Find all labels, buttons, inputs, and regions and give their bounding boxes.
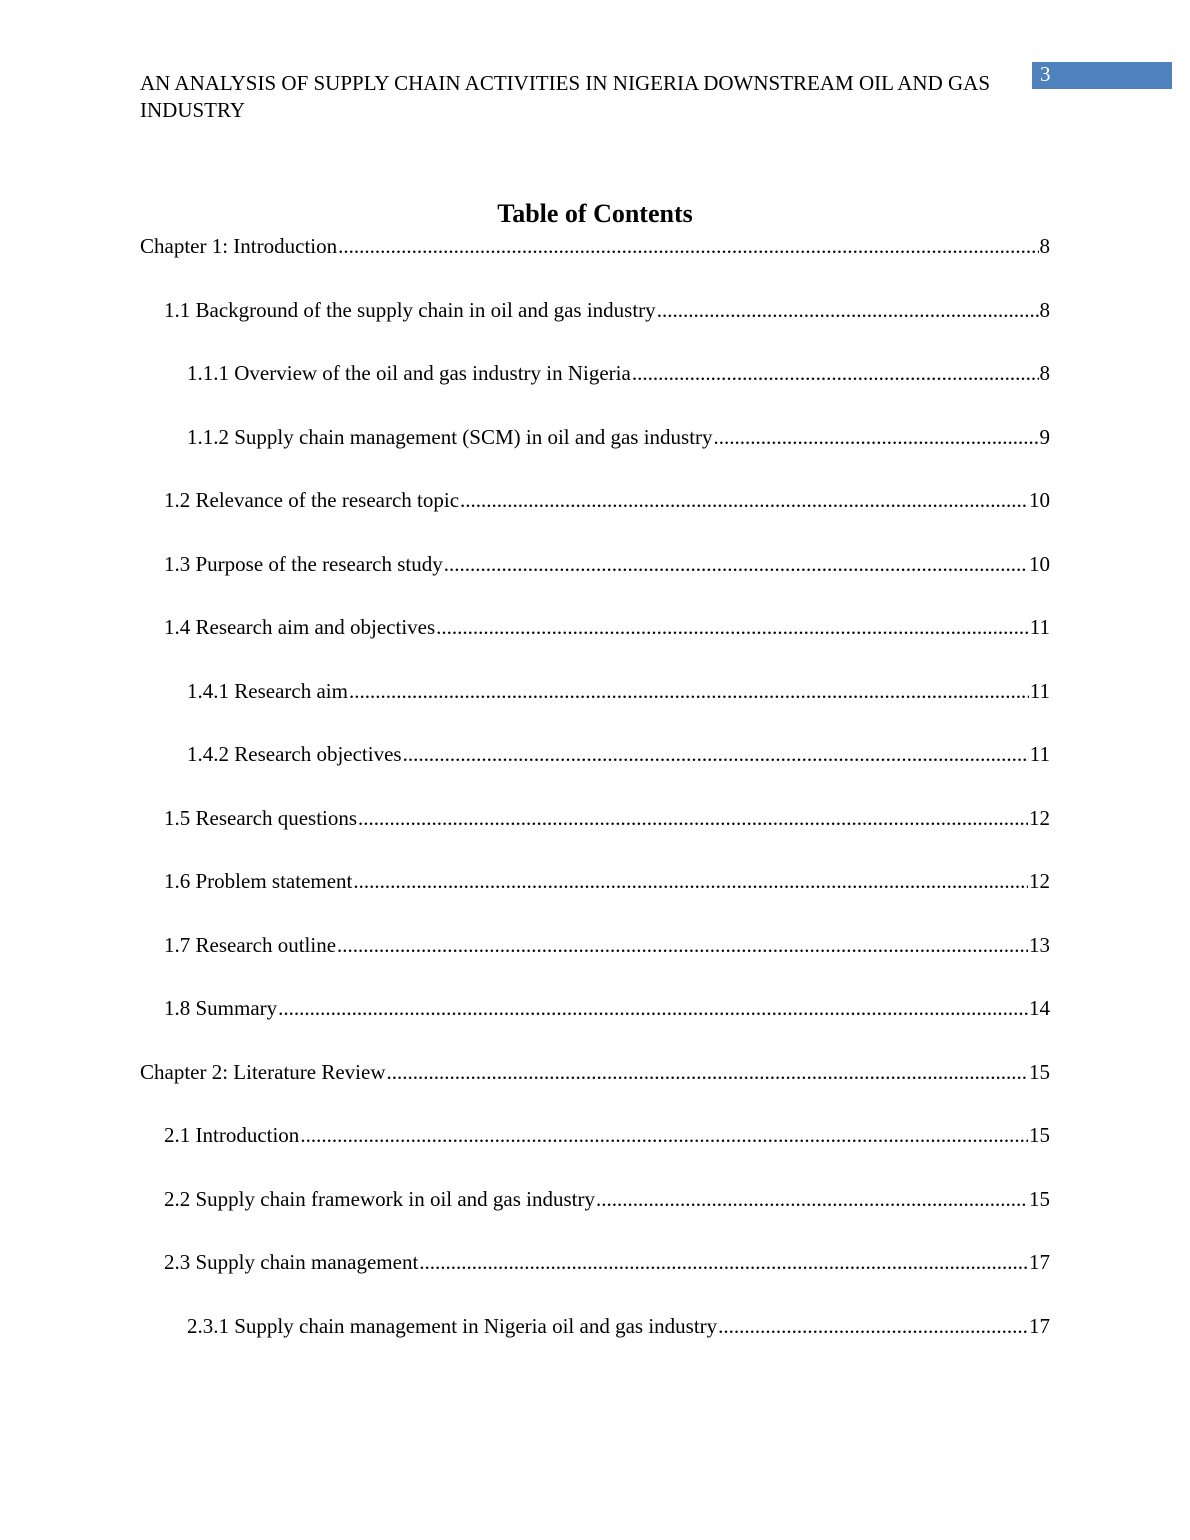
toc-entry-page-number: 15 <box>1029 1059 1050 1084</box>
toc-entry-label: 1.4 Research aim and objectives <box>164 615 436 639</box>
toc-entry-label: 1.4.2 Research objectives <box>187 742 402 766</box>
toc-dot-leader <box>338 232 1038 260</box>
toc-entry-page-number: 11 <box>1029 742 1050 766</box>
toc-entry[interactable] <box>140 359 1050 423</box>
toc-entry-label: Chapter 1: Introduction <box>140 234 338 258</box>
toc-entry-page-number: 14 <box>1029 996 1050 1020</box>
toc-dot-leader <box>419 1248 1028 1276</box>
toc-entry-label: 2.3 Supply chain management <box>164 1250 419 1274</box>
toc-entry[interactable] <box>140 1248 1050 1312</box>
toc-dot-leader <box>657 296 1039 324</box>
toc-entry-page-number: 17 <box>1029 1250 1050 1274</box>
toc-dot-leader <box>358 804 1028 832</box>
toc-entry-label: 2.3.1 Supply chain management in Nigeria oil and gas industry <box>187 1313 718 1338</box>
toc-entry-label: Chapter 2: Literature Review <box>140 1059 386 1084</box>
toc-entry-label: 2.1 Introduction <box>164 1123 300 1147</box>
toc-dot-leader <box>444 550 1028 578</box>
toc-entry[interactable] <box>140 931 1050 995</box>
toc-dot-leader <box>718 1312 1028 1340</box>
toc-dot-leader <box>403 740 1029 768</box>
toc-entry-page-number: 11 <box>1029 678 1050 703</box>
toc-dot-leader <box>349 677 1029 705</box>
toc-entry-page-number: 12 <box>1029 869 1050 893</box>
toc-entry[interactable] <box>140 613 1050 677</box>
toc-entry[interactable] <box>140 994 1050 1058</box>
toc-dot-leader <box>387 1058 1029 1086</box>
toc-dot-leader <box>300 1121 1028 1149</box>
toc-entry[interactable] <box>140 1121 1050 1185</box>
toc-dot-leader <box>596 1185 1028 1213</box>
toc-entry[interactable] <box>140 677 1050 741</box>
toc-entry-label: 1.3 Purpose of the research study <box>164 551 443 576</box>
toc-entry[interactable] <box>140 296 1050 360</box>
toc-dot-leader <box>337 931 1028 959</box>
toc-entry-page-number: 15 <box>1029 1186 1050 1211</box>
toc-entry-label: 1.1 Background of the supply chain in oil and gas industry <box>164 297 656 322</box>
toc-entry[interactable] <box>140 1058 1050 1122</box>
toc-entry-page-number: 8 <box>1039 297 1050 322</box>
toc-entry-page-number: 13 <box>1029 932 1050 957</box>
toc-entry[interactable] <box>140 550 1050 614</box>
toc-entry-page-number: 8 <box>1039 361 1050 385</box>
toc-title: Table of Contents <box>497 199 693 228</box>
toc-list <box>140 232 1050 1375</box>
toc-entry-page-number: 11 <box>1029 615 1050 639</box>
toc-entry-page-number: 12 <box>1029 805 1050 830</box>
toc-entry-page-number: 17 <box>1029 1313 1050 1338</box>
toc-entry-label: 1.4.1 Research aim <box>187 678 348 703</box>
toc-entry-page-number: 8 <box>1039 234 1050 258</box>
running-header: AN ANALYSIS OF SUPPLY CHAIN ACTIVITIES IN NIGERIA DOWNSTREAM OIL AND GAS INDUSTRY <box>140 71 991 122</box>
toc-entry-label: 1.1.2 Supply chain management (SCM) in oil and gas industry <box>187 424 713 449</box>
toc-entry[interactable] <box>140 1185 1050 1249</box>
toc-entry[interactable] <box>140 486 1050 550</box>
toc-entry-label: 1.1.1 Overview of the oil and gas industry in Nigeria <box>187 361 631 385</box>
toc-dot-leader <box>714 423 1039 451</box>
toc-entry[interactable] <box>140 1312 1050 1376</box>
toc-entry[interactable] <box>140 740 1050 804</box>
toc-entry-label: 2.2 Supply chain framework in oil and gas industry <box>164 1186 596 1211</box>
page-number: 3 <box>1040 62 1051 86</box>
toc-entry-label: 1.8 Summary <box>164 996 278 1020</box>
toc-dot-leader <box>436 613 1029 641</box>
toc-entry-label: 1.6 Problem statement <box>164 869 353 893</box>
toc-entry-label: 1.5 Research questions <box>164 805 358 830</box>
toc-entry-label: 1.2 Relevance of the research topic <box>164 488 460 512</box>
toc-entry-page-number: 9 <box>1039 424 1050 449</box>
toc-entry[interactable] <box>140 804 1050 868</box>
toc-entry[interactable] <box>140 423 1050 487</box>
toc-dot-leader <box>632 359 1039 387</box>
toc-dot-leader <box>353 867 1028 895</box>
toc-entry-page-number: 10 <box>1029 551 1050 576</box>
toc-entry[interactable] <box>140 232 1050 296</box>
toc-entry-label: 1.7 Research outline <box>164 932 337 957</box>
toc-entry[interactable] <box>140 867 1050 931</box>
toc-entry-page-number: 10 <box>1029 488 1050 512</box>
toc-dot-leader <box>460 486 1028 514</box>
toc-dot-leader <box>278 994 1028 1022</box>
toc-entry-page-number: 15 <box>1029 1123 1050 1147</box>
